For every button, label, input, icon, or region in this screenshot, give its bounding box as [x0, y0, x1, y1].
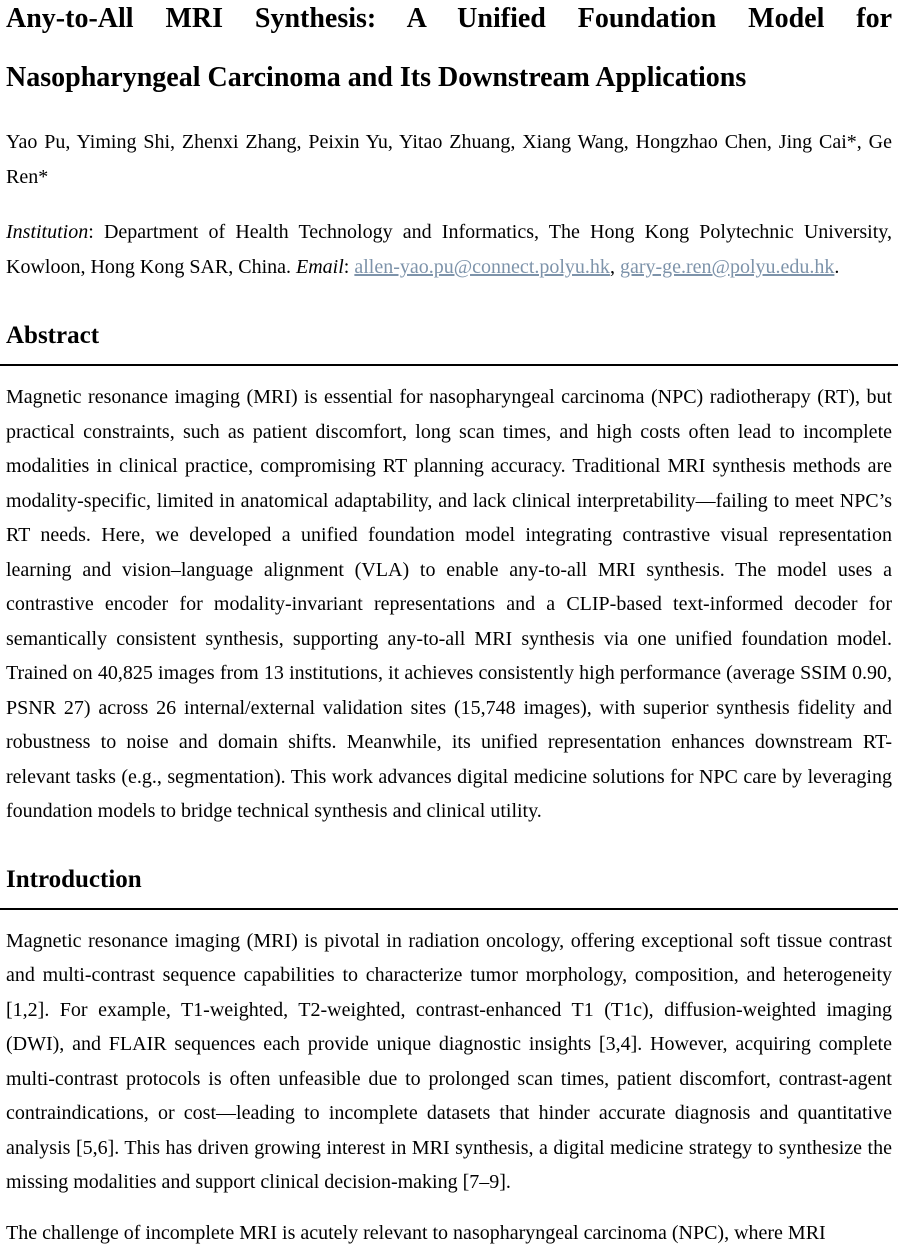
abstract-divider [0, 364, 898, 366]
abstract-heading: Abstract [6, 321, 892, 351]
email-link-2[interactable]: gary-ge.ren@polyu.edu.hk [620, 256, 834, 278]
paper-title-line-1: Any-to-All MRI Synthesis: A Unified Foundation Model for [6, 2, 892, 35]
paper-title [6, 2, 892, 94]
section-introduction [6, 865, 892, 1250]
authors-line: Yao Pu, Yiming Shi, Zhenxi Zhang, Peixin Yu, Yitao Zhuang, Xiang Wang, Hongzhao Chen, Jing Cai*, Ge Ren* [6, 125, 892, 195]
abstract-paragraph: Magnetic resonance imaging (MRI) is essential for nasopharyngeal carcinoma (NPC) radiotherapy (RT), but practical constraints, such as patient discomfort, long scan times, and high costs often lead to incomplete modalities in clinical practice, compromising RT planning accuracy. Traditional MRI synthesis methods are modality-specific, limited in anatomical adaptability, and lack clinical interpretability—failing to meet NPC’s RT needs. Here, we developed a unified foundation model integrating contrastive visual representation learning and vision–language alignment (VLA) to enable any-to-all MRI synthesis. The model uses a contrastive encoder for modality-invariant representations and a CLIP-based text-informed decoder for semantically consistent synthesis, supporting any-to-all MRI synthesis via one unified foundation model. Trained on 40,825 images from 13 institutions, it achieves consistently high performance (average SSIM 0.90, PSNR 27) across 26 internal/external validation sites (15,748 images), with superior synthesis fidelity and robustness to noise and domain shifts. Meanwhile, its unified representation enhances downstream RT-relevant tasks (e.g., segmentation). This work advances digital medicine solutions for NPC care by leveraging foundation models to bridge technical synthesis and clinical utility. [6, 380, 892, 829]
institution-text: : Department of Health Technology and Informatics, The Hong Kong Polytechnic University, Kowloon, Hong Kong SAR, China. [6, 221, 892, 278]
email-separator: , [610, 256, 620, 278]
introduction-paragraph-2: The challenge of incomplete MRI is acutely relevant to nasopharyngeal carcinoma (NPC), where MRI [6, 1216, 892, 1250]
institution-label: Institution [6, 221, 88, 243]
section-abstract [6, 321, 892, 829]
affiliation-line [6, 215, 892, 285]
paper-title-line-2: Nasopharyngeal Carcinoma and Its Downstream Applications [6, 61, 892, 94]
introduction-paragraph-1: Magnetic resonance imaging (MRI) is pivotal in radiation oncology, offering exceptional soft tissue contrast and multi-contrast sequence capabilities to characterize tumor morphology, composition, and heterogeneity [1,2]. For example, T1-weighted, T2-weighted, contrast-enhanced T1 (T1c), diffusion-weighted imaging (DWI), and FLAIR sequences each provide unique diagnostic insights [3,4]. However, acquiring complete multi-contrast protocols is often unfeasible due to prolonged scan times, patient discomfort, contrast-agent contraindications, or cost—leading to incomplete datasets that hinder accurate diagnosis and quantitative analysis [5,6]. This has driven growing interest in MRI synthesis, a digital medicine strategy to synthesize the missing modalities and support clinical decision-making [7–9]. [6, 924, 892, 1200]
email-colon: : [344, 256, 355, 278]
email-label: Email [296, 256, 344, 278]
email-link-1[interactable]: allen-yao.pu@connect.polyu.hk [354, 256, 610, 278]
introduction-heading: Introduction [6, 865, 892, 895]
introduction-divider [0, 908, 898, 910]
affiliation-terminal-period: . [834, 256, 839, 278]
